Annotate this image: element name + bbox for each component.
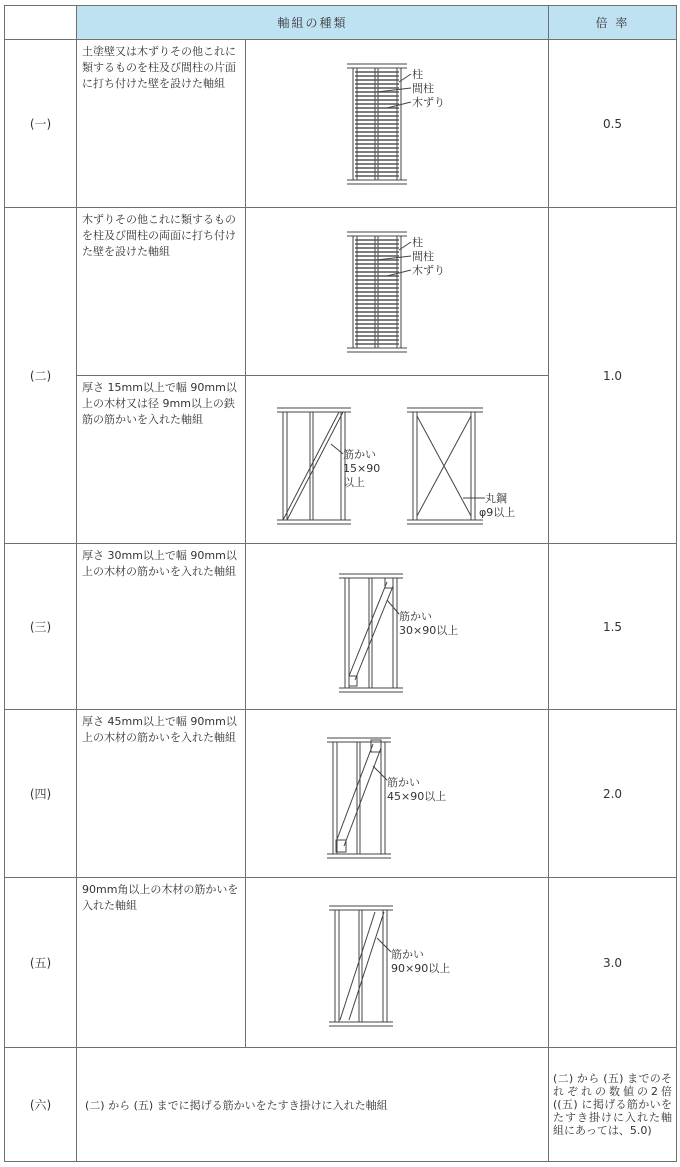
row-number: (一) — [5, 40, 77, 208]
figure-cell — [246, 878, 549, 1048]
rate-value: 2.0 — [549, 710, 677, 878]
label-lath: 木ずり — [412, 95, 445, 109]
row-description: (二) から (五) までに掲げる筋かいをたすき掛けに入れた軸組 — [77, 1048, 549, 1162]
label-brace: 筋かい — [387, 775, 420, 789]
wall-frame-table — [4, 5, 677, 1162]
row-description: 厚さ 45mm以上で幅 90mm以上の木材の筋かいを入れた軸組 — [77, 710, 246, 878]
figure-cell — [246, 40, 549, 208]
lath-wall-diagram — [247, 44, 547, 204]
row-number: (三) — [5, 544, 77, 710]
label-brace-size: 15×90 — [343, 461, 381, 475]
row-number: (五) — [5, 878, 77, 1048]
label-brace-min: 以上 — [343, 475, 365, 489]
table-row — [5, 40, 677, 208]
row-description: 厚さ 15mm以上で幅 90mm以上の木材又は径 9mm以上の鉄筋の筋かいを入れた軸組 — [77, 376, 246, 544]
label-brace: 筋かい — [399, 609, 432, 623]
label-brace-size: 30×90以上 — [399, 623, 459, 637]
rate-value: 1.5 — [549, 544, 677, 710]
table-row — [5, 208, 677, 376]
label-brace-size: 45×90以上 — [387, 789, 447, 803]
label-pillar: 柱 — [412, 235, 423, 249]
row-description: 木ずりその他これに類するものを柱及び間柱の両面に打ち付けた壁を設けた軸組 — [77, 208, 246, 376]
label-lath: 木ずり — [412, 263, 445, 277]
label-round-steel: 丸鋼 — [485, 491, 507, 505]
label-steel-diameter: φ9以上 — [479, 505, 516, 519]
row-number: (二) — [5, 208, 77, 544]
row-description: 土塗壁又は木ずりその他これに類するものを柱及び間柱の片面に打ち付けた壁を設けた軸組 — [77, 40, 246, 208]
header-rate: 倍 率 — [549, 6, 677, 40]
header-blank-cell — [5, 6, 77, 40]
brace-15x90-and-steel-diagram — [247, 380, 547, 540]
label-brace: 筋かい — [343, 447, 376, 461]
label-brace-size: 90×90以上 — [391, 961, 451, 975]
figure-cell — [246, 544, 549, 710]
table-row — [5, 878, 677, 1048]
table-row — [5, 544, 677, 710]
row-number: (四) — [5, 710, 77, 878]
rate-value: 3.0 — [549, 878, 677, 1048]
row-description: 90mm角以上の木材の筋かいを入れた軸組 — [77, 878, 246, 1048]
brace-30x90-diagram — [247, 548, 547, 706]
header-type: 軸組の種類 — [77, 6, 549, 40]
label-pillar: 柱 — [412, 67, 423, 81]
label-stud: 間柱 — [412, 81, 434, 95]
brace-90x90-diagram — [247, 882, 547, 1044]
figure-cell — [246, 710, 549, 878]
row-description: 厚さ 30mm以上で幅 90mm以上の木材の筋かいを入れた軸組 — [77, 544, 246, 710]
rate-value: 0.5 — [549, 40, 677, 208]
rate-note: (二) から (五) までのそれぞれの数値の2倍 ((五) に掲げる筋かいをたすき掛けに入れた軸組にあっては、5.0) — [549, 1048, 677, 1162]
table-row — [5, 710, 677, 878]
lath-wall-both-sides-diagram — [247, 212, 547, 372]
row-number: (六) — [5, 1048, 77, 1162]
rate-value: 1.0 — [549, 208, 677, 544]
brace-45x90-diagram — [247, 714, 547, 874]
label-brace: 筋かい — [391, 947, 424, 961]
table-row — [5, 1048, 677, 1162]
header-row — [5, 6, 677, 40]
label-stud: 間柱 — [412, 249, 434, 263]
figure-cell — [246, 208, 549, 376]
figure-cell — [246, 376, 549, 544]
